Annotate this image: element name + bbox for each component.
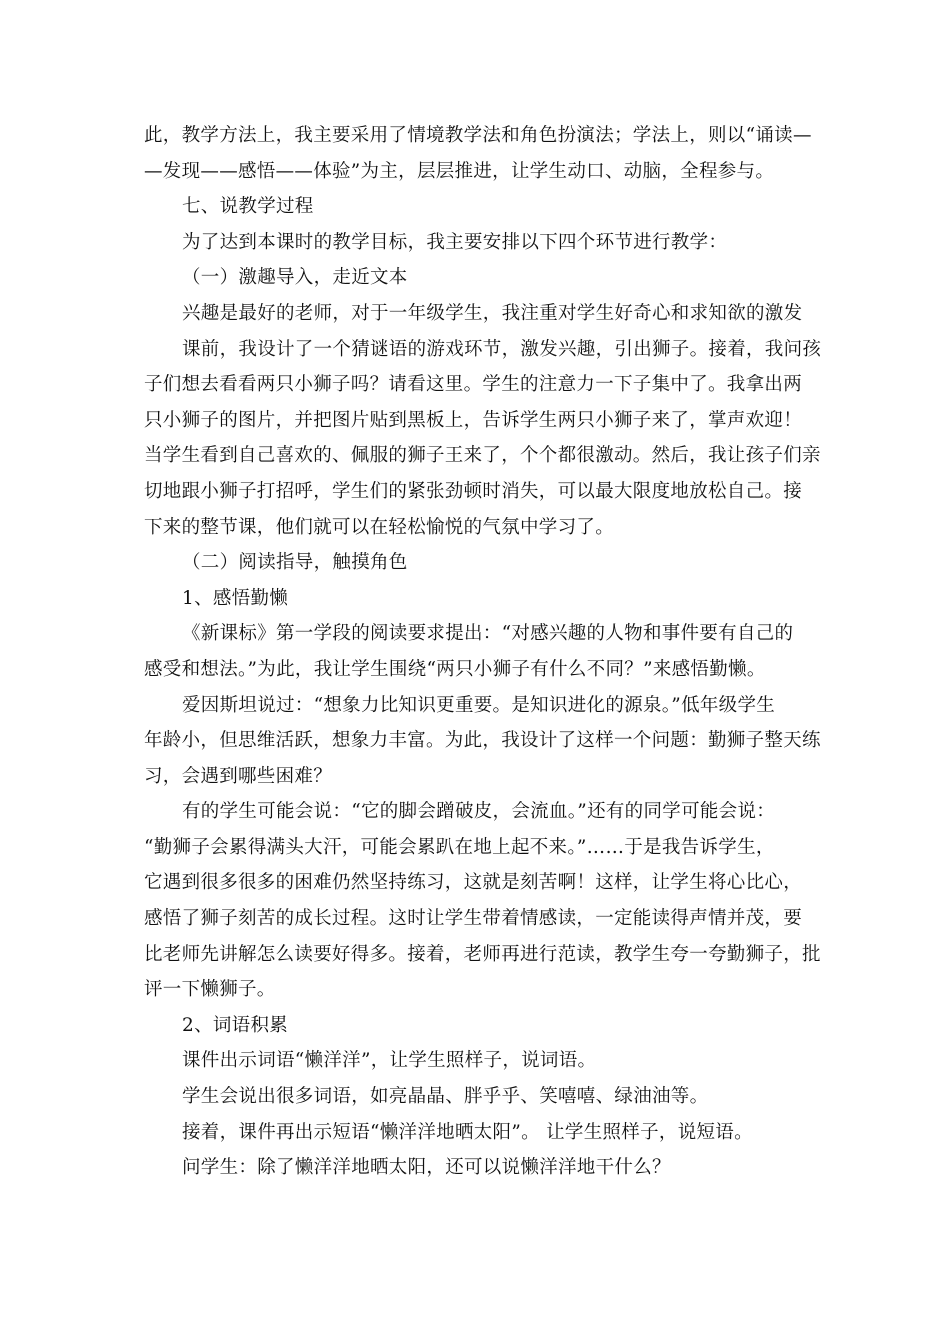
text-line: 当学生看到自己喜欢的、佩服的狮子王来了，个个都很激动。然后，我让孩子们亲 bbox=[144, 445, 821, 467]
text-line: 七、说教学过程 bbox=[182, 196, 314, 218]
text-line: 1、感悟勤懒 bbox=[182, 587, 289, 609]
text-line: 问学生：除了懒洋洋地晒太阳，还可以说懒洋洋地干什么？ bbox=[182, 1157, 671, 1179]
text-line: 年龄小，但思维活跃，想象力丰富。为此，我设计了这样一个问题：勤狮子整天练 bbox=[144, 730, 821, 752]
text-line: “勤狮子会累得满头大汗，可能会累趴在地上起不来。”……于是我告诉学生， bbox=[144, 836, 775, 858]
text-line: 下来的整节课，他们就可以在轻松愉悦的气氛中学习了。 bbox=[144, 516, 615, 538]
document-body bbox=[144, 118, 822, 1186]
text-line: 此，教学方法上，我主要采用了情境教学法和角色扮演法；学法上，则以“诵读— bbox=[144, 125, 812, 146]
text-line: （一）激趣导入，走近文本 bbox=[182, 267, 408, 289]
text-line: 接着，课件再出示短语“懒洋洋地晒太阳”。 让学生照样子，说短语。 bbox=[182, 1121, 753, 1143]
text-line: 习，会遇到哪些困难？ bbox=[144, 765, 333, 787]
text-line: 切地跟小狮子打招呼，学生们的紧张劲顿时消失，可以最大限度地放松自己。接 bbox=[144, 480, 803, 502]
text-line: —发现——感悟——体验”为主，层层推进，让学生动口、动脑，全程参与。 bbox=[144, 160, 775, 182]
text-line: 感受和想法。”为此，我让学生围绕“两只小狮子有什么不同？”来感悟勤懒。 bbox=[144, 658, 766, 680]
text-line: 学生会说出很多词语，如亮晶晶、胖乎乎、笑嘻嘻、绿油油等。 bbox=[182, 1086, 709, 1108]
text-line: （二）阅读指导，触摸角色 bbox=[182, 552, 408, 574]
text-line: 比老师先讲解怎么读要好得多。接着，老师再进行范读，教学生夸一夸勤狮子，批 bbox=[144, 943, 821, 965]
text-line: 课前，我设计了一个猜谜语的游戏环节，激发兴趣，引出狮子。接着，我问孩 bbox=[182, 338, 822, 360]
text-line: 只小狮子的图片，并把图片贴到黑板上，告诉学生两只小狮子来了，掌声欢迎！ bbox=[144, 409, 803, 431]
text-line: 子们想去看看两只小狮子吗？请看这里。学生的注意力一下子集中了。我拿出两 bbox=[144, 374, 803, 396]
text-line: 为了达到本课时的教学目标，我主要安排以下四个环节进行教学： bbox=[182, 231, 728, 253]
text-line: 感悟了狮子刻苦的成长过程。这时让学生带着情感读，一定能读得声情并茂，要 bbox=[144, 908, 803, 930]
text-line: 评一下懒狮子。 bbox=[144, 979, 276, 1001]
text-line: 兴趣是最好的老师，对于一年级学生，我注重对学生好奇心和求知欲的激发 bbox=[182, 302, 803, 324]
text-line: 有的学生可能会说：“它的脚会蹭破皮，会流血。”还有的同学可能会说： bbox=[182, 801, 776, 823]
text-line: 它遇到很多很多的困难仍然坚持练习，这就是刻苦啊！这样，让学生将心比心， bbox=[144, 872, 803, 894]
text-line: 课件出示词语“懒洋洋”，让学生照样子，说词语。 bbox=[182, 1050, 597, 1072]
text-line: 爱因斯坦说过：“想象力比知识更重要。是知识进化的源泉。”低年级学生 bbox=[182, 694, 776, 716]
text-line: 2、词语积累 bbox=[182, 1014, 289, 1036]
text-line: 《新课标》第一学段的阅读要求提出：“对感兴趣的人物和事件要有自己的 bbox=[182, 623, 794, 645]
